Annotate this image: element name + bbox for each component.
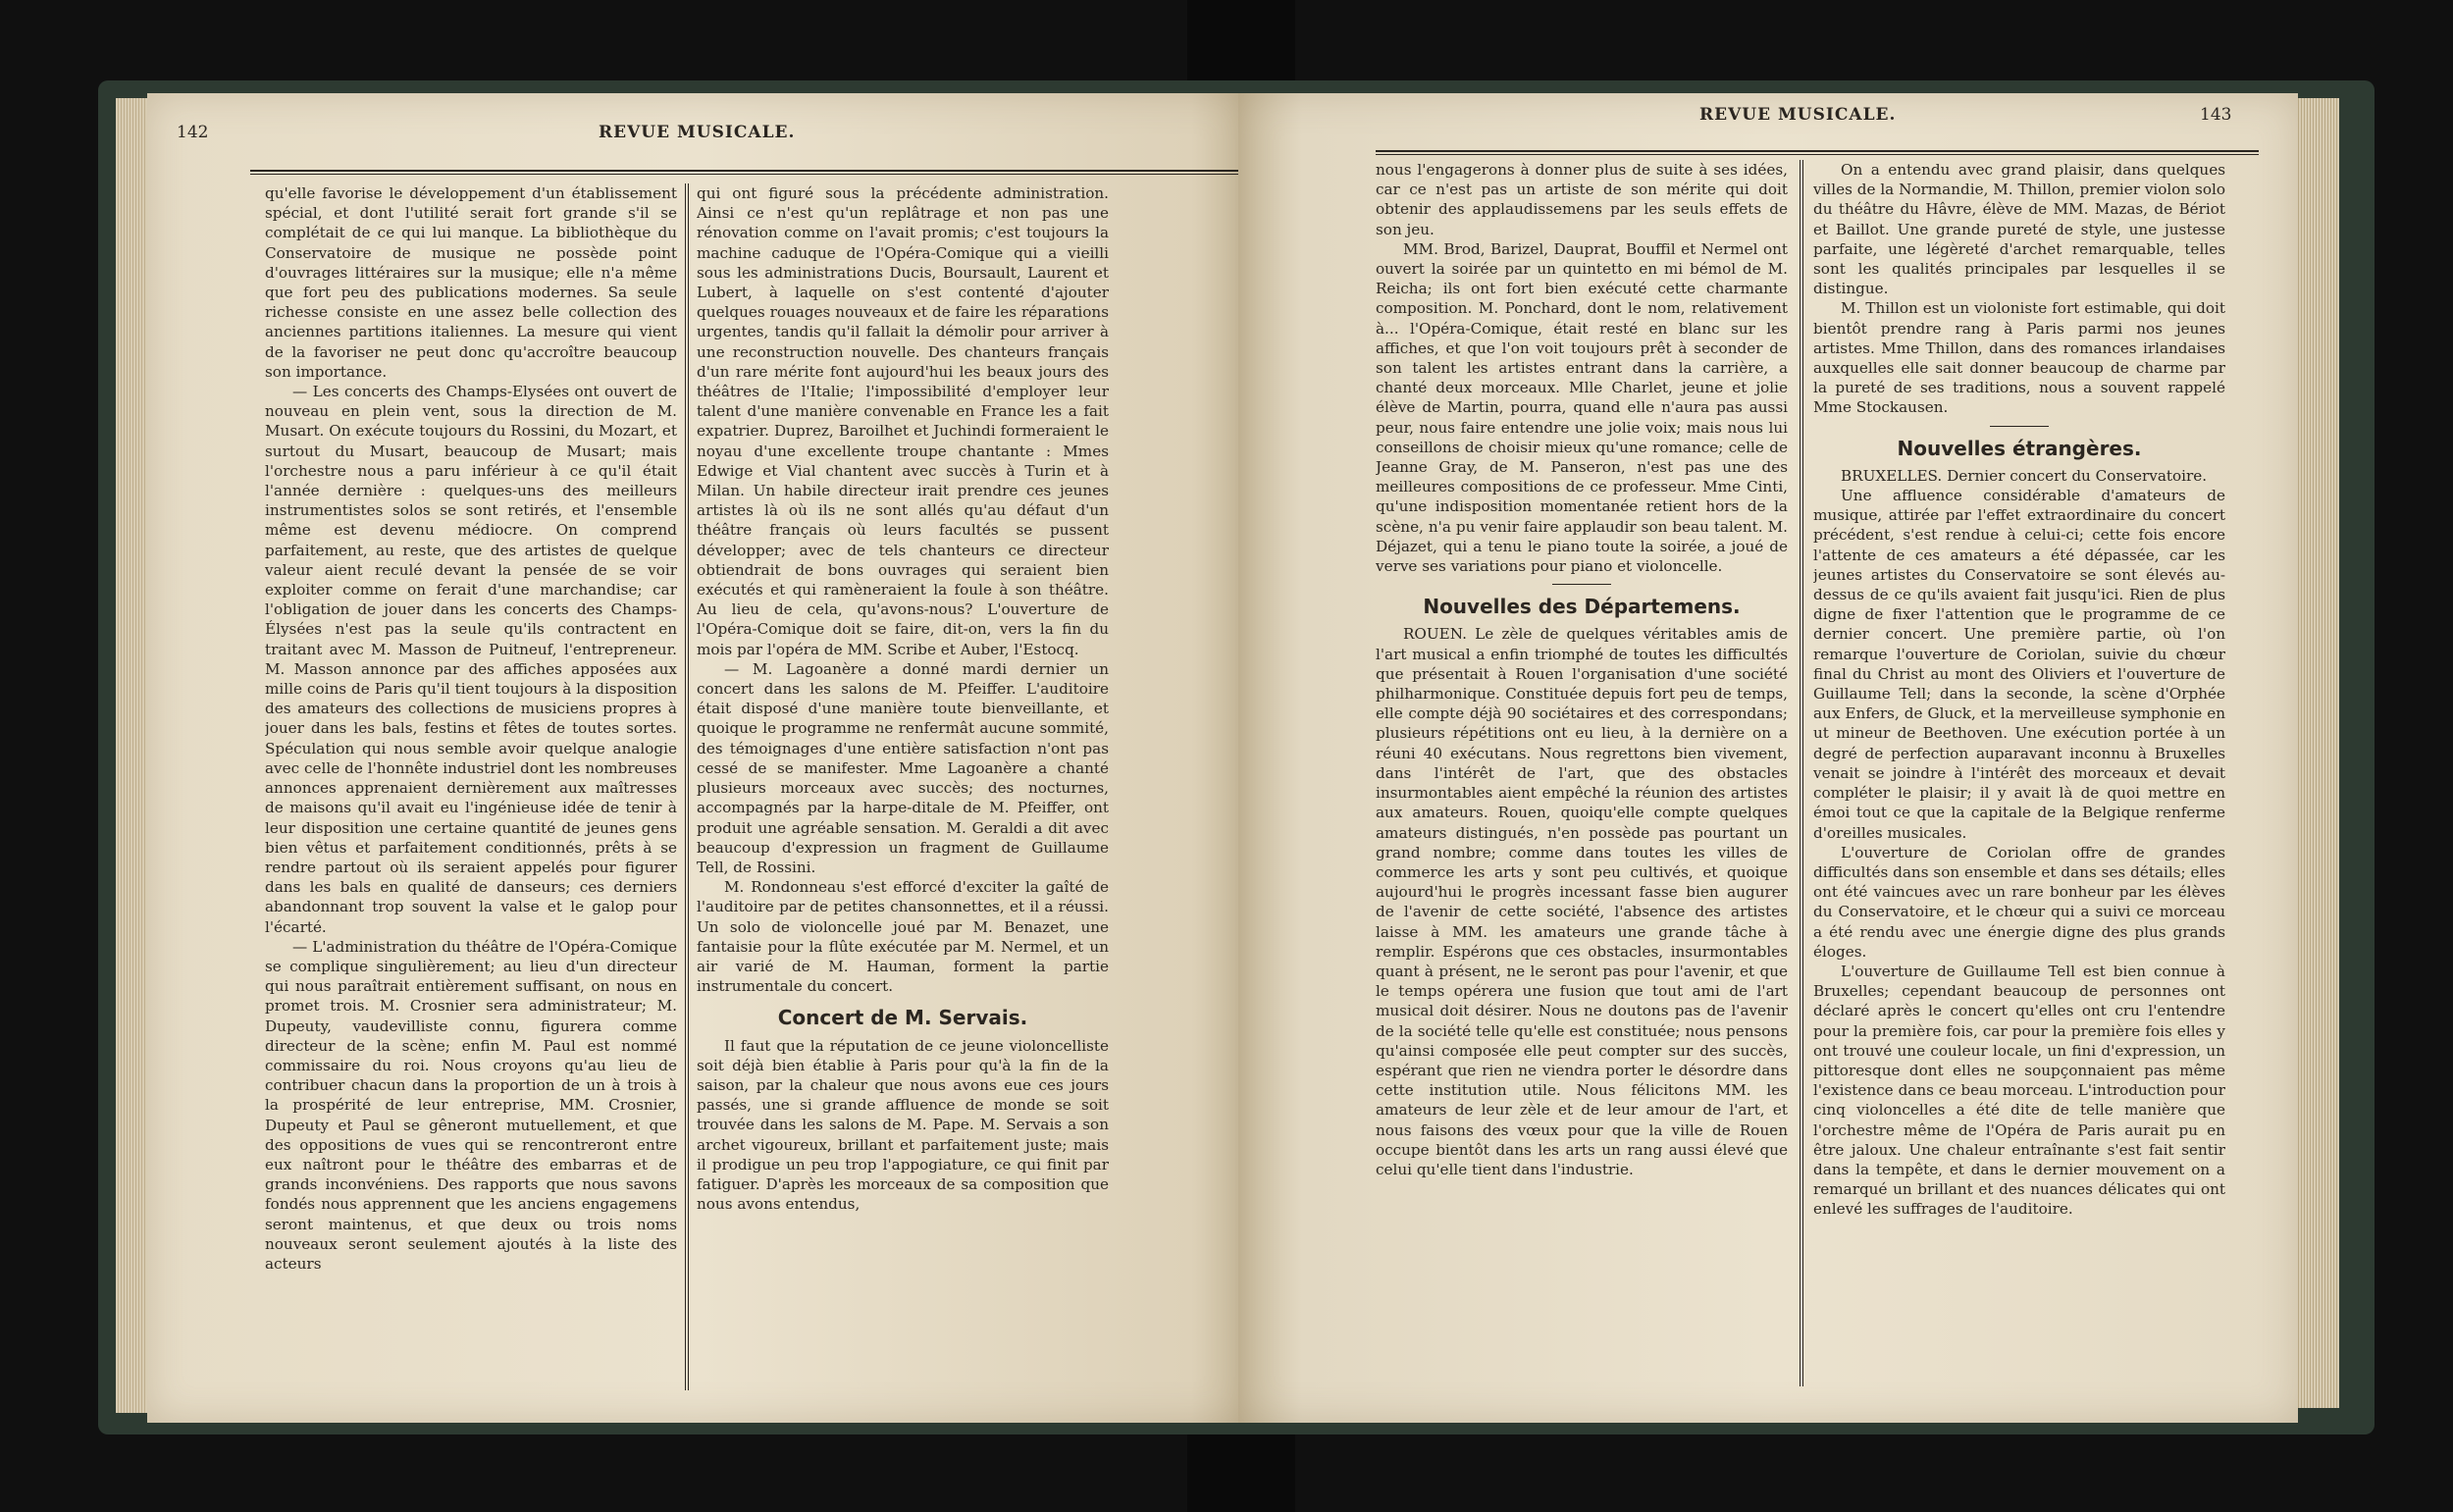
left-page — [147, 93, 1246, 1423]
column-divider — [685, 183, 689, 1390]
section-title: Concert de M. Servais. — [777, 1006, 1028, 1030]
running-header: REVUE MUSICALE. — [599, 123, 796, 142]
paragraph: L'ouverture de Guillaume Tell est bien connue à Bruxelles; cependant beaucoup de personnes ont déclaré après le concert qu'elles ont cru l'entendre pour la première fois, car pour la première fois elles y ont trouvé une couleur locale, un fini d'expression, un pittoresque dont elles ne soupçonnaient pas même l'existence dans ce beau morceau. L'introduction pour cinq violoncelles a été dite de telle manière que l'orchestre même de l'Opéra de Paris aurait pu en être jaloux. Une chaleur entraînante s'est fait sentir dans la tempête, et dans le dernier mouvement on a remarqué un brillant et des nuances délicates qui ont enlevé les suffrages de l'auditoire. — [1813, 962, 2225, 1219]
paragraph: qu'elle favorise le développement d'un établissement spécial, et dont l'utilité serait fort grande s'il se complétait de ce qui lui manque. La bibliothèque du Conservatoire de musique ne possède point d'ouvrages littéraires sur la musique; elle n'a même que fort peu des publications modernes. Sa seule richesse consiste en une assez belle collection des anciennes partitions italiennes. La mesure qui vient de la favoriser ne peut donc qu'accroître beaucoup son importance. — [265, 184, 677, 381]
paragraph: M. Rondonneau s'est efforcé d'exciter la gaîté de l'auditoire par de petites chansonnettes, et il a réussi. Un solo de violoncelle joué par M. Benazet, une fantaisie pour la flûte exécutée par M. Nermel, et un air varié de M. Hauman, forment la partie instrumentale du concert. — [697, 878, 1109, 996]
paragraph: qui ont figuré sous la précédente administration. Ainsi ce n'est qu'un replâtrage et non pas une rénovation comme on l'avait promis; c'est toujours la machine caduque de l'Opéra-Comique qui a vieilli sous les administrations Ducis, Boursault, Laurent et Lubert, à laquelle on s'est contenté d'ajouter quelques rouages nouveaux et de faire les réparations urgentes, tandis qu'il fallait la démolir pour arriver à une reconstruction nouvelle. Des chanteurs français d'un rare mérite font aujourd'hui les beaux jours des théâtres de l'Italie; l'impossibilité d'employer leur talent d'une manière convenable en France les a fait expatrier. Duprez, Baroilhet et Juchindi formeraient le noyau d'une excellente troupe chantante : Mmes Edwige et Vial chantent avec succès à Turin et à Milan. Un habile directeur irait prendre ces jeunes artistes là où ils ne sont allés qu'au défaut d'un théâtre français où leurs facultés se pussent développer; avec de tels chanteurs ce directeur obtiendrait de bons ouvrages qui seraient bien exécutés et qui ramèneraient la foule à son théâtre. Au lieu de cela, qu'avons-nous? L'ouverture de l'Opéra-Comique doit se faire, dit-on, vers la fin du mois par l'opéra de MM. Scribe et Auber, l'Estocq. — [697, 184, 1109, 658]
page-number: 143 — [2200, 105, 2232, 125]
running-header: REVUE MUSICALE. — [1699, 105, 1897, 125]
paragraph: nous l'engagerons à donner plus de suite à ses idées, car ce n'est pas un artiste de son mérite qui doit obtenir des applaudissemens par les seuls effets de son jeu. — [1376, 161, 1788, 238]
paragraph: — M. Lagoanère a donné mardi dernier un concert dans les salons de M. Pfeiffer. L'auditoire était disposé d'une manière toute bienveillante, et quoique le programme ne renfermât aucune sommité, des témoignages d'une entière satisfaction n'ont pas cessé de se manifester. Mme Lagoanère a chanté plusieurs morceaux avec succès; des nocturnes, accompagnés par la harpe-ditale de M. Pfeiffer, ont produit une agréable sensation. M. Geraldi a dit avec beaucoup d'expression un fragment de Guillaume Tell, de Rossini. — [697, 659, 1109, 876]
section-title: Nouvelles étrangères. — [1897, 436, 2142, 460]
page-edges-right — [2296, 98, 2339, 1408]
paragraph: MM. Brod, Barizel, Dauprat, Bouffil et Nermel ont ouvert la soirée par un quintetto en mi bémol de M. Reicha; ils ont fort bien exécuté cette charmante composition. M. Ponchard, dont le nom, relativement à... l'Opéra-Comique, était resté en blanc sur les affiches, et que l'on voit toujours prêt à seconder de son talent les artistes entrant dans la carrière, a chanté deux morceaux. Mlle Charlet, jeune et jolie élève de Martin, pourra, quand elle n'aura pas aussi peur, nous faire entendre une jolie voix; mais nous lui conseillons de choisir mieux qu'une romance; celle de Jeanne Gray, de M. Panseron, n'est pas une des meilleures compositions de ce professeur. Mme Cinti, qu'une indisposition momentanée retient hors de la scène, n'a pu venir faire applaudir son beau talent. M. Déjazet, qui a tenu le piano toute la soirée, a joué de verve ses variations pour piano et violoncelle. — [1376, 239, 1788, 576]
paragraph: — Les concerts des Champs-Elysées ont ouvert de nouveau en plein vent, sous la direction de M. Musart. On exécute toujours du Rossini, du Mozart, et surtout du Musart, beaucoup de Musart; mais l'orchestre nous a paru inférieur à ce qu'il était l'année dernière : quelques-uns des meilleurs instrumentistes solos se sont retirés, et l'ensemble même est devenu médiocre. On comprend parfaitement, au reste, que des artistes de quelque valeur aient reculé devant la pensée de se voir exploiter comme on ferait d'une marchandise; car l'obligation de jouer dans les concerts des Champs-Élysées n'est pas la seule qu'ils contractent en traitant avec M. Masson de Puitneuf, l'entrepreneur. M. Masson annonce par des affiches apposées aux mille coins de Paris qu'il tient toujours à la disposition des amateurs des collections de musiciens propres à jouer dans les bals, festins et fêtes de toutes sortes. Spéculation qui nous semble avoir quelque analogie avec celle de l'honnête industriel dont les nombreuses annonces apprenaient dernièrement aux maîtresses de maisons qu'il avait eu l'ingénieuse idée de tenir à leur disposition une certaine quantité de jeunes gens bien vêtus et parfaitement conditionnés, prêts à se rendre partout où ils seraient appelés pour figurer dans les bals en qualité de danseurs; ces derniers abandonnant trop souvent la valse et le galop pour l'écarté. — [265, 383, 677, 936]
short-rule — [1990, 426, 2049, 427]
paragraph: — L'administration du théâtre de l'Opéra-Comique se complique singulièrement; au lieu d'un directeur qui nous paraîtrait entièrement suffisant, on nous en promet trois. M. Crosnier sera administrateur; M. Dupeuty, vaudevilliste connu, figurera comme directeur de la scène; enfin M. Paul est nommé commissaire du roi. Nous croyons qu'au lieu de contribuer chacun dans la proportion de un à trois à la prospérité de leur entreprise, MM. Crosnier, Dupeuty et Paul se gêneront mutuellement, et que des oppositions de vues qui se rencontreront entre eux naîtront pour le théâtre des embarras et de grands inconvéniens. Des rapports que nous savons fondés nous apprennent que les anciens engagemens seront maintenus, et que deux ou trois noms nouveaux seront seulement ajoutés à la liste des acteurs — [265, 937, 677, 1273]
short-rule — [1552, 584, 1611, 585]
paragraph: M. Thillon est un violoniste fort estimable, qui doit bientôt prendre rang à Paris parmi nos jeunes artistes. Mme Thillon, dans des romances irlandaises auxquelles elle sait donner beaucoup de charme par la pureté de ses traditions, nous a souvent rappelé Mme Stockausen. — [1813, 299, 2225, 417]
paragraph: L'ouverture de Coriolan offre de grandes difficultés dans son ensemble et dans ses détails; elles ont été vaincues avec un rare bonheur par les élèves du Conservatoire, et le chœur qui a suivi ce morceau a été rendu avec une énergie digne des plus grands éloges. — [1813, 843, 2225, 961]
right-page — [1238, 93, 2298, 1423]
header-rule — [1376, 150, 2259, 155]
section-title: Nouvelles des Départemens. — [1423, 595, 1741, 619]
page-number: 142 — [177, 123, 209, 142]
paragraph: Il faut que la réputation de ce jeune violoncelliste soit déjà bien établie à Paris pour qu'à la fin de la saison, par la chaleur que nous avons eue ces jours passés, une si grande affluence de monde se soit trouvée dans les salons de M. Pape. M. Servais a son archet vigoureux, brillant et parfaitement juste; mais il prodigue un peu trop l'appogiature, ce qui finit par fatiguer. D'après les morceaux de sa composition que nous avons entendus, — [697, 1036, 1109, 1214]
dateline: BRUXELLES. Dernier concert du Conservatoire. — [1841, 466, 2208, 485]
left-column-1 — [265, 183, 677, 1390]
right-column-1 — [1376, 160, 1788, 1386]
page-edges-left — [116, 98, 149, 1413]
header-rule — [250, 170, 1276, 175]
left-column-2 — [697, 183, 1109, 1390]
right-column-2 — [1813, 160, 2225, 1386]
paragraph: Une affluence considérable d'amateurs de musique, attirée par l'effet extraordinaire du concert précédent, s'est rendue à celui-ci; cette fois encore l'attente de ces amateurs a été dépassée, car les jeunes artistes du Conservatoire se sont élevés au-dessus de ce qu'ils avaient fait jusqu'ici. Rien de plus digne de fixer l'attention que le programme de ce dernier concert. Une première partie, où l'on remarque l'ouverture de Coriolan, suivie du chœur final du Christ au mont des Oliviers et l'ouverture de Guillaume Tell; dans la seconde, la scène d'Orphée aux Enfers, de Gluck, et la merveilleuse symphonie en ut mineur de Beethoven. Une exécution portée à un degré de perfection auparavant inconnu à Bruxelles venait se joindre à l'intérêt des morceaux et devait compléter le plaisir; il y avait là de quoi mettre en émoi tout ce que la capitale de la Belgique renferme d'oreilles musicales. — [1813, 487, 2225, 842]
paragraph: On a entendu avec grand plaisir, dans quelques villes de la Normandie, M. Thillon, premier violon solo du théâtre du Hâvre, élève de MM. Mazas, de Bériot et Baillot. Une grande pureté de style, une justesse parfaite, une légèreté d'archet remarquable, telles sont les qualités principales par lesquelles il se distingue. — [1813, 161, 2225, 298]
column-divider — [1800, 160, 1803, 1386]
paragraph: ROUEN. Le zèle de quelques véritables amis de l'art musical a enfin triomphé de toutes les difficultés que présentait à Rouen l'organisation d'une société philharmonique. Constituée depuis fort peu de temps, elle compte déjà 90 sociétaires et des correspondans; plusieurs répétitions ont eu lieu, à la dernière on a réuni 40 exécutans. Nous regrettons bien vivement, dans l'intérêt de l'art, que des obstacles insurmontables aient empêché la réunion des artistes aux amateurs. Rouen, quoiqu'elle compte quelques amateurs distingués, n'en possède pas pourtant un grand nombre; comme dans toutes les villes de commerce les arts y sont peu cultivés, et quoique aujourd'hui le progrès incessant fasse bien augurer de l'avenir de cette société, l'absence des artistes laisse à MM. les amateurs une grande tâche à remplir. Espérons que ces obstacles, insurmontables quant à présent, ne le seront pas pour l'avenir, et que le temps opérera une fusion que tout ami de l'art musical doit désirer. Nous ne doutons pas de l'avenir de la société telle qu'elle est constituée; nous pensons qu'ainsi composée elle peut compter sur des succès, espérant que rien ne viendra porter le désordre dans cette institution utile. Nous félicitons MM. les amateurs de leur zèle et de leur amour de l'art, et nous faisons des vœux pour que la ville de Rouen occupe bientôt dans les arts un rang aussi élevé que celui qu'elle tient dans l'industrie. — [1376, 625, 1788, 1178]
